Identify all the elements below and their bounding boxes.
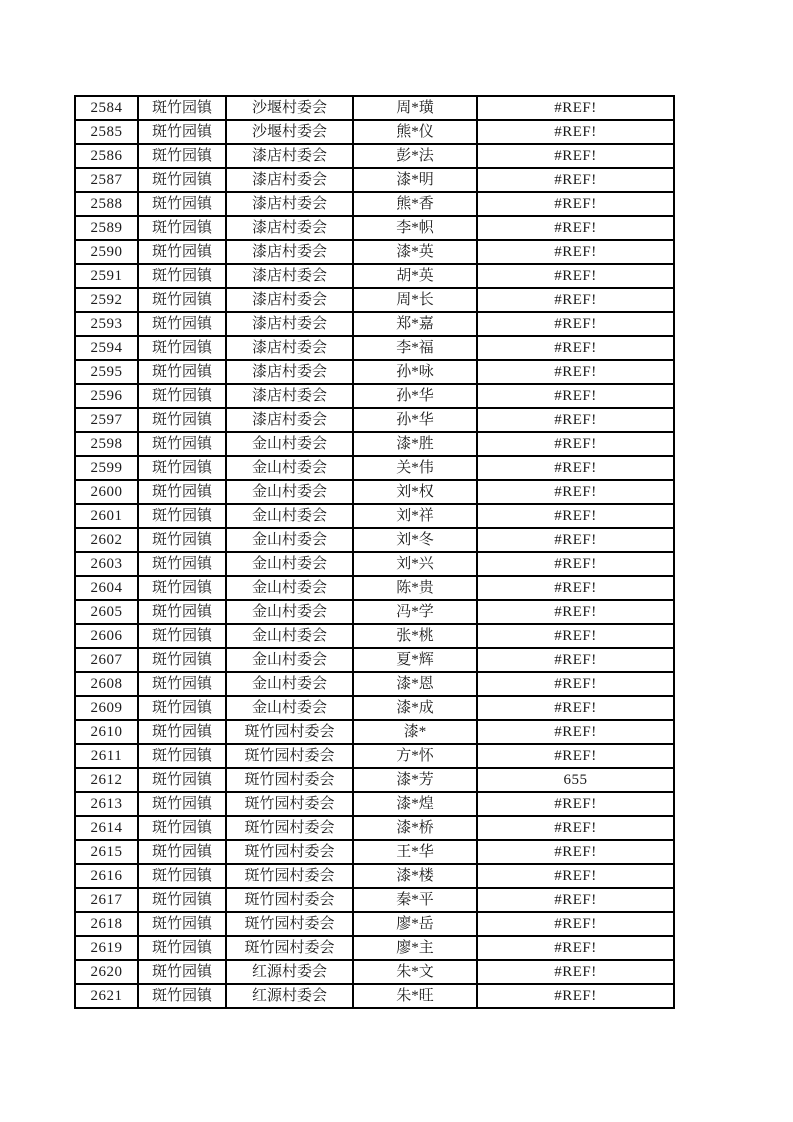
cell-town: 斑竹园镇 (138, 576, 226, 600)
table-row (75, 144, 674, 168)
cell-value: #REF! (477, 960, 674, 984)
cell-value: #REF! (477, 888, 674, 912)
cell-village: 斑竹园村委会 (226, 936, 353, 960)
cell-seq: 2587 (75, 168, 138, 192)
cell-village: 漆店村委会 (226, 264, 353, 288)
cell-seq: 2610 (75, 720, 138, 744)
table-row (75, 240, 674, 264)
table-row (75, 648, 674, 672)
cell-seq: 2616 (75, 864, 138, 888)
cell-village: 斑竹园村委会 (226, 816, 353, 840)
cell-value: #REF! (477, 384, 674, 408)
cell-name: 漆*桥 (353, 816, 477, 840)
cell-seq: 2598 (75, 432, 138, 456)
cell-seq: 2618 (75, 912, 138, 936)
cell-town: 斑竹园镇 (138, 912, 226, 936)
table-row (75, 768, 674, 792)
cell-name: 刘*冬 (353, 528, 477, 552)
cell-village: 漆店村委会 (226, 384, 353, 408)
table-row (75, 936, 674, 960)
cell-town: 斑竹园镇 (138, 792, 226, 816)
cell-value: #REF! (477, 480, 674, 504)
cell-town: 斑竹园镇 (138, 432, 226, 456)
table-row (75, 888, 674, 912)
table-row (75, 624, 674, 648)
cell-value: #REF! (477, 192, 674, 216)
cell-village: 斑竹园村委会 (226, 792, 353, 816)
cell-seq: 2600 (75, 480, 138, 504)
cell-town: 斑竹园镇 (138, 480, 226, 504)
cell-town: 斑竹园镇 (138, 672, 226, 696)
cell-value: #REF! (477, 528, 674, 552)
cell-village: 漆店村委会 (226, 360, 353, 384)
cell-name: 胡*英 (353, 264, 477, 288)
cell-town: 斑竹园镇 (138, 960, 226, 984)
table-row (75, 960, 674, 984)
cell-town: 斑竹园镇 (138, 528, 226, 552)
cell-town: 斑竹园镇 (138, 984, 226, 1008)
cell-village: 漆店村委会 (226, 240, 353, 264)
table-row (75, 312, 674, 336)
cell-name: 孙*华 (353, 408, 477, 432)
cell-village: 金山村委会 (226, 576, 353, 600)
table-row (75, 96, 674, 120)
cell-village: 红源村委会 (226, 984, 353, 1008)
cell-name: 张*桃 (353, 624, 477, 648)
cell-name: 方*怀 (353, 744, 477, 768)
cell-seq: 2597 (75, 408, 138, 432)
cell-name: 李*帜 (353, 216, 477, 240)
records-table-body (75, 96, 674, 1008)
cell-name: 秦*平 (353, 888, 477, 912)
cell-village: 漆店村委会 (226, 216, 353, 240)
cell-seq: 2604 (75, 576, 138, 600)
cell-town: 斑竹园镇 (138, 240, 226, 264)
cell-value: #REF! (477, 840, 674, 864)
cell-town: 斑竹园镇 (138, 720, 226, 744)
records-table (74, 95, 675, 1009)
table-row (75, 168, 674, 192)
cell-village: 金山村委会 (226, 624, 353, 648)
table-row (75, 552, 674, 576)
cell-seq: 2602 (75, 528, 138, 552)
cell-seq: 2584 (75, 96, 138, 120)
cell-village: 斑竹园村委会 (226, 864, 353, 888)
cell-name: 漆*胜 (353, 432, 477, 456)
cell-town: 斑竹园镇 (138, 168, 226, 192)
cell-village: 金山村委会 (226, 480, 353, 504)
cell-seq: 2586 (75, 144, 138, 168)
cell-village: 金山村委会 (226, 504, 353, 528)
cell-seq: 2612 (75, 768, 138, 792)
cell-seq: 2595 (75, 360, 138, 384)
cell-name: 彭*法 (353, 144, 477, 168)
cell-town: 斑竹园镇 (138, 552, 226, 576)
cell-seq: 2607 (75, 648, 138, 672)
cell-seq: 2593 (75, 312, 138, 336)
cell-value: #REF! (477, 312, 674, 336)
cell-town: 斑竹园镇 (138, 864, 226, 888)
table-row (75, 840, 674, 864)
cell-value: #REF! (477, 648, 674, 672)
cell-seq: 2613 (75, 792, 138, 816)
table-row (75, 384, 674, 408)
cell-value: #REF! (477, 264, 674, 288)
cell-town: 斑竹园镇 (138, 264, 226, 288)
cell-village: 金山村委会 (226, 648, 353, 672)
cell-value: #REF! (477, 984, 674, 1008)
cell-village: 金山村委会 (226, 552, 353, 576)
cell-seq: 2589 (75, 216, 138, 240)
cell-village: 漆店村委会 (226, 144, 353, 168)
cell-town: 斑竹园镇 (138, 408, 226, 432)
cell-value: 655 (477, 768, 674, 792)
cell-name: 廖*主 (353, 936, 477, 960)
table-row (75, 480, 674, 504)
cell-seq: 2603 (75, 552, 138, 576)
cell-seq: 2619 (75, 936, 138, 960)
cell-seq: 2605 (75, 600, 138, 624)
cell-village: 斑竹园村委会 (226, 840, 353, 864)
cell-value: #REF! (477, 120, 674, 144)
cell-name: 漆*恩 (353, 672, 477, 696)
table-row (75, 792, 674, 816)
cell-town: 斑竹园镇 (138, 120, 226, 144)
table-row (75, 600, 674, 624)
cell-name: 郑*嘉 (353, 312, 477, 336)
table-row (75, 192, 674, 216)
cell-town: 斑竹园镇 (138, 144, 226, 168)
cell-seq: 2588 (75, 192, 138, 216)
cell-village: 斑竹园村委会 (226, 744, 353, 768)
cell-village: 金山村委会 (226, 600, 353, 624)
cell-seq: 2591 (75, 264, 138, 288)
cell-value: #REF! (477, 720, 674, 744)
cell-name: 刘*权 (353, 480, 477, 504)
table-row (75, 264, 674, 288)
cell-seq: 2615 (75, 840, 138, 864)
table-row (75, 336, 674, 360)
cell-seq: 2620 (75, 960, 138, 984)
table-row (75, 288, 674, 312)
table-row (75, 408, 674, 432)
cell-village: 沙堰村委会 (226, 120, 353, 144)
cell-name: 孙*华 (353, 384, 477, 408)
cell-seq: 2611 (75, 744, 138, 768)
cell-name: 刘*兴 (353, 552, 477, 576)
cell-seq: 2606 (75, 624, 138, 648)
cell-value: #REF! (477, 336, 674, 360)
cell-name: 熊*香 (353, 192, 477, 216)
cell-value: #REF! (477, 216, 674, 240)
cell-value: #REF! (477, 696, 674, 720)
cell-seq: 2608 (75, 672, 138, 696)
cell-value: #REF! (477, 408, 674, 432)
cell-value: #REF! (477, 144, 674, 168)
cell-seq: 2590 (75, 240, 138, 264)
cell-value: #REF! (477, 96, 674, 120)
table-row (75, 216, 674, 240)
cell-seq: 2617 (75, 888, 138, 912)
cell-town: 斑竹园镇 (138, 840, 226, 864)
cell-town: 斑竹园镇 (138, 96, 226, 120)
cell-village: 漆店村委会 (226, 288, 353, 312)
table-row (75, 672, 674, 696)
cell-town: 斑竹园镇 (138, 456, 226, 480)
cell-name: 漆*明 (353, 168, 477, 192)
cell-name: 关*伟 (353, 456, 477, 480)
cell-town: 斑竹园镇 (138, 696, 226, 720)
cell-value: #REF! (477, 288, 674, 312)
cell-name: 王*华 (353, 840, 477, 864)
cell-value: #REF! (477, 936, 674, 960)
cell-value: #REF! (477, 432, 674, 456)
cell-value: #REF! (477, 600, 674, 624)
cell-value: #REF! (477, 744, 674, 768)
cell-village: 斑竹园村委会 (226, 912, 353, 936)
cell-seq: 2609 (75, 696, 138, 720)
cell-name: 李*福 (353, 336, 477, 360)
cell-name: 陈*贵 (353, 576, 477, 600)
cell-town: 斑竹园镇 (138, 336, 226, 360)
table-row (75, 120, 674, 144)
cell-name: 漆*芳 (353, 768, 477, 792)
table-row (75, 528, 674, 552)
table-row (75, 720, 674, 744)
cell-village: 沙堰村委会 (226, 96, 353, 120)
cell-town: 斑竹园镇 (138, 744, 226, 768)
cell-town: 斑竹园镇 (138, 816, 226, 840)
cell-value: #REF! (477, 552, 674, 576)
cell-name: 冯*学 (353, 600, 477, 624)
cell-village: 金山村委会 (226, 528, 353, 552)
cell-town: 斑竹园镇 (138, 768, 226, 792)
cell-seq: 2596 (75, 384, 138, 408)
cell-value: #REF! (477, 504, 674, 528)
cell-name: 朱*文 (353, 960, 477, 984)
cell-village: 斑竹园村委会 (226, 888, 353, 912)
cell-seq: 2614 (75, 816, 138, 840)
cell-village: 漆店村委会 (226, 192, 353, 216)
cell-town: 斑竹园镇 (138, 192, 226, 216)
table-row (75, 696, 674, 720)
table-row (75, 864, 674, 888)
table-row (75, 456, 674, 480)
cell-value: #REF! (477, 792, 674, 816)
cell-village: 金山村委会 (226, 432, 353, 456)
table-row (75, 432, 674, 456)
cell-village: 斑竹园村委会 (226, 768, 353, 792)
cell-town: 斑竹园镇 (138, 624, 226, 648)
cell-town: 斑竹园镇 (138, 600, 226, 624)
cell-town: 斑竹园镇 (138, 648, 226, 672)
cell-town: 斑竹园镇 (138, 216, 226, 240)
cell-name: 漆*英 (353, 240, 477, 264)
cell-village: 金山村委会 (226, 456, 353, 480)
cell-value: #REF! (477, 360, 674, 384)
cell-value: #REF! (477, 864, 674, 888)
cell-value: #REF! (477, 672, 674, 696)
cell-name: 朱*旺 (353, 984, 477, 1008)
cell-village: 红源村委会 (226, 960, 353, 984)
cell-village: 漆店村委会 (226, 168, 353, 192)
cell-value: #REF! (477, 240, 674, 264)
cell-village: 金山村委会 (226, 672, 353, 696)
cell-village: 金山村委会 (226, 696, 353, 720)
cell-name: 刘*祥 (353, 504, 477, 528)
table-row (75, 744, 674, 768)
cell-village: 漆店村委会 (226, 312, 353, 336)
cell-seq: 2621 (75, 984, 138, 1008)
table-row (75, 984, 674, 1008)
table-row (75, 360, 674, 384)
table-row (75, 576, 674, 600)
cell-name: 孙*咏 (353, 360, 477, 384)
cell-town: 斑竹园镇 (138, 288, 226, 312)
cell-seq: 2594 (75, 336, 138, 360)
cell-value: #REF! (477, 168, 674, 192)
cell-name: 熊*仪 (353, 120, 477, 144)
cell-value: #REF! (477, 624, 674, 648)
cell-name: 夏*辉 (353, 648, 477, 672)
cell-village: 漆店村委会 (226, 408, 353, 432)
cell-village: 漆店村委会 (226, 336, 353, 360)
cell-village: 斑竹园村委会 (226, 720, 353, 744)
cell-value: #REF! (477, 576, 674, 600)
cell-name: 漆*煌 (353, 792, 477, 816)
cell-seq: 2592 (75, 288, 138, 312)
cell-seq: 2585 (75, 120, 138, 144)
cell-value: #REF! (477, 456, 674, 480)
cell-seq: 2601 (75, 504, 138, 528)
cell-name: 漆* (353, 720, 477, 744)
cell-town: 斑竹园镇 (138, 312, 226, 336)
cell-town: 斑竹园镇 (138, 384, 226, 408)
cell-town: 斑竹园镇 (138, 888, 226, 912)
table-row (75, 504, 674, 528)
cell-value: #REF! (477, 816, 674, 840)
cell-name: 漆*成 (353, 696, 477, 720)
table-row (75, 816, 674, 840)
table-row (75, 912, 674, 936)
cell-town: 斑竹园镇 (138, 936, 226, 960)
cell-seq: 2599 (75, 456, 138, 480)
cell-town: 斑竹园镇 (138, 504, 226, 528)
cell-name: 周*长 (353, 288, 477, 312)
cell-value: #REF! (477, 912, 674, 936)
cell-name: 廖*岳 (353, 912, 477, 936)
cell-town: 斑竹园镇 (138, 360, 226, 384)
cell-name: 漆*楼 (353, 864, 477, 888)
cell-name: 周*璜 (353, 96, 477, 120)
